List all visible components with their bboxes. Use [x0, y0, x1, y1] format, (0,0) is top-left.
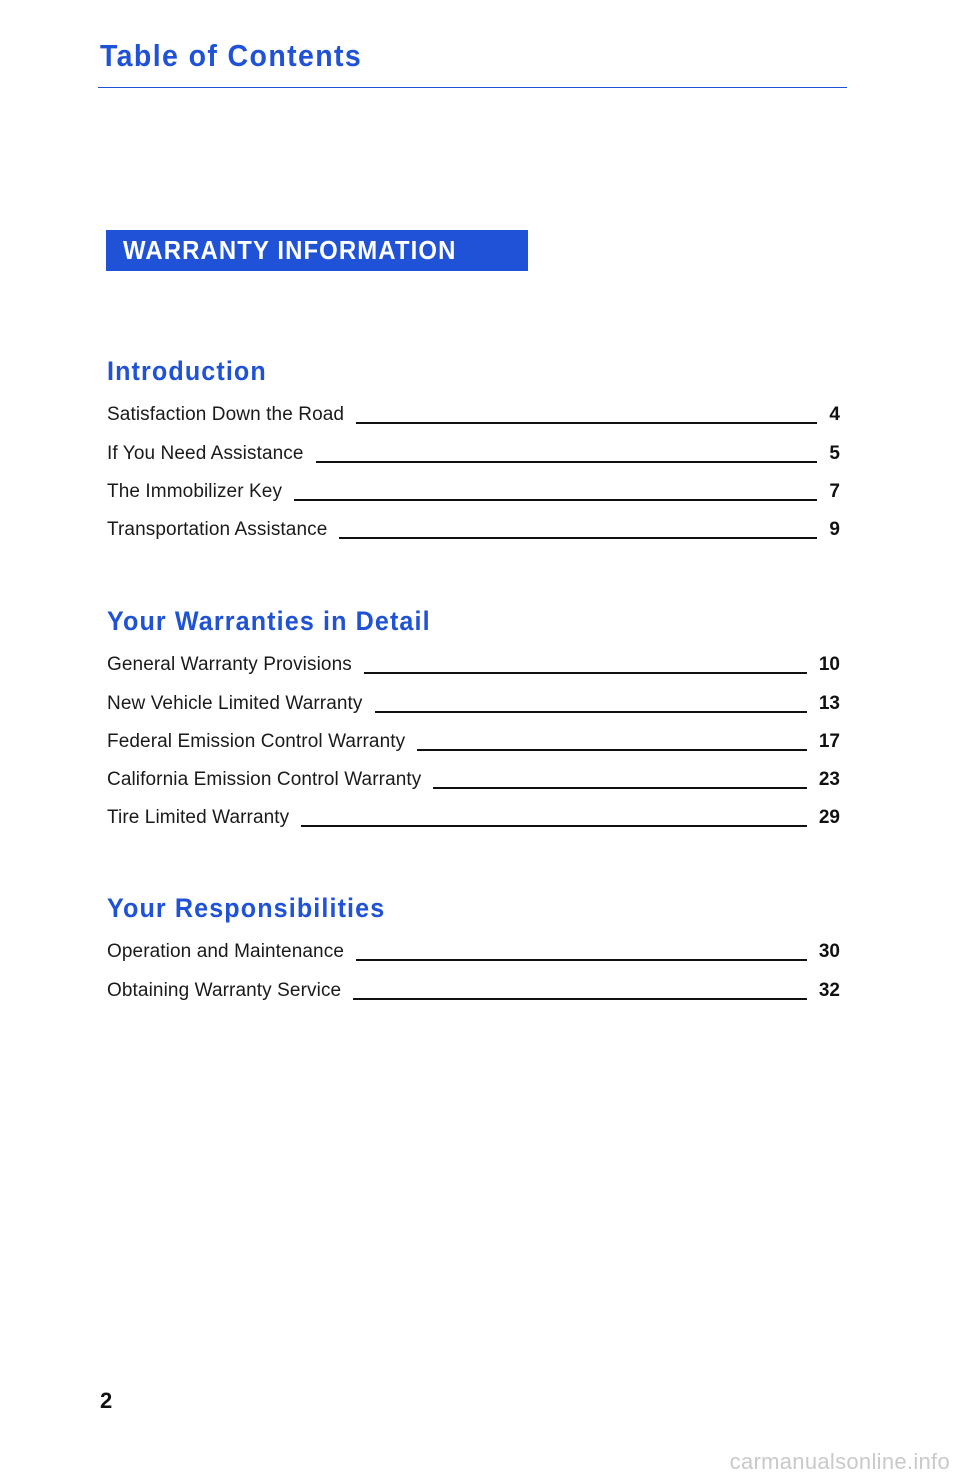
toc-entry-page: 29 — [818, 807, 840, 829]
toc-entry-page: 10 — [818, 654, 840, 676]
toc-section-responsibilities — [107, 891, 840, 1006]
toc-entry-label: Operation and Maintenance — [107, 941, 344, 963]
toc-entry[interactable] — [107, 719, 840, 757]
section-banner — [106, 230, 528, 271]
toc-entry-page: 4 — [829, 404, 840, 426]
toc-entry-page: 17 — [818, 730, 840, 752]
toc-entry-label: General Warranty Provisions — [107, 654, 352, 676]
toc-entry[interactable] — [107, 795, 840, 833]
toc-entry-page: 7 — [829, 480, 840, 502]
toc-leader-line — [356, 959, 807, 961]
title-divider — [98, 87, 847, 88]
toc-entry[interactable] — [107, 967, 840, 1005]
toc-entry-page: 30 — [818, 941, 840, 963]
toc-entry-label: California Emission Control Warranty — [107, 769, 422, 791]
banner-label: WARRANTY INFORMATION — [123, 235, 457, 265]
page-number: 2 — [100, 1388, 113, 1413]
section-heading: Your Responsibilities — [107, 893, 386, 923]
toc-leader-line — [294, 499, 817, 501]
toc-entry[interactable] — [107, 469, 840, 507]
toc-leader-line — [316, 461, 818, 463]
toc-entry[interactable] — [107, 642, 840, 680]
section-heading: Introduction — [107, 356, 267, 386]
toc-leader-line — [364, 672, 807, 674]
toc-leader-line — [417, 749, 807, 751]
toc-section-warranties — [107, 604, 840, 833]
toc-entry-label: Transportation Assistance — [107, 519, 328, 541]
toc-entry[interactable] — [107, 929, 840, 967]
toc-entry-page: 23 — [818, 769, 840, 791]
section-heading: Your Warranties in Detail — [107, 606, 431, 636]
toc-entry[interactable] — [107, 757, 840, 795]
toc-entry[interactable] — [107, 507, 840, 545]
toc-entry-label: Satisfaction Down the Road — [107, 404, 345, 426]
toc-entry-label: Tire Limited Warranty — [107, 807, 290, 829]
toc-entry-label: Obtaining Warranty Service — [107, 979, 342, 1001]
toc-entry-label: Federal Emission Control Warranty — [107, 730, 406, 752]
watermark-text: carmanualsonline.info — [729, 1449, 950, 1474]
toc-entry[interactable] — [107, 430, 840, 468]
toc-entry[interactable] — [107, 392, 840, 430]
toc-leader-line — [339, 537, 817, 539]
toc-entry-label: The Immobilizer Key — [107, 480, 283, 502]
toc-entry-label: If You Need Assistance — [107, 442, 304, 464]
toc-section-introduction — [107, 354, 840, 545]
toc-leader-line — [375, 711, 807, 713]
toc-entry-label: New Vehicle Limited Warranty — [107, 692, 363, 714]
toc-entry-page: 13 — [818, 692, 840, 714]
toc-entry-page: 5 — [829, 442, 840, 464]
toc-entry-page: 32 — [818, 979, 840, 1001]
toc-entry[interactable] — [107, 680, 840, 718]
toc-entry-page: 9 — [829, 519, 840, 541]
toc-leader-line — [353, 998, 807, 1000]
toc-leader-line — [301, 825, 807, 827]
page-title: Table of Contents — [100, 38, 363, 73]
toc-leader-line — [433, 787, 806, 789]
toc-leader-line — [356, 422, 817, 424]
